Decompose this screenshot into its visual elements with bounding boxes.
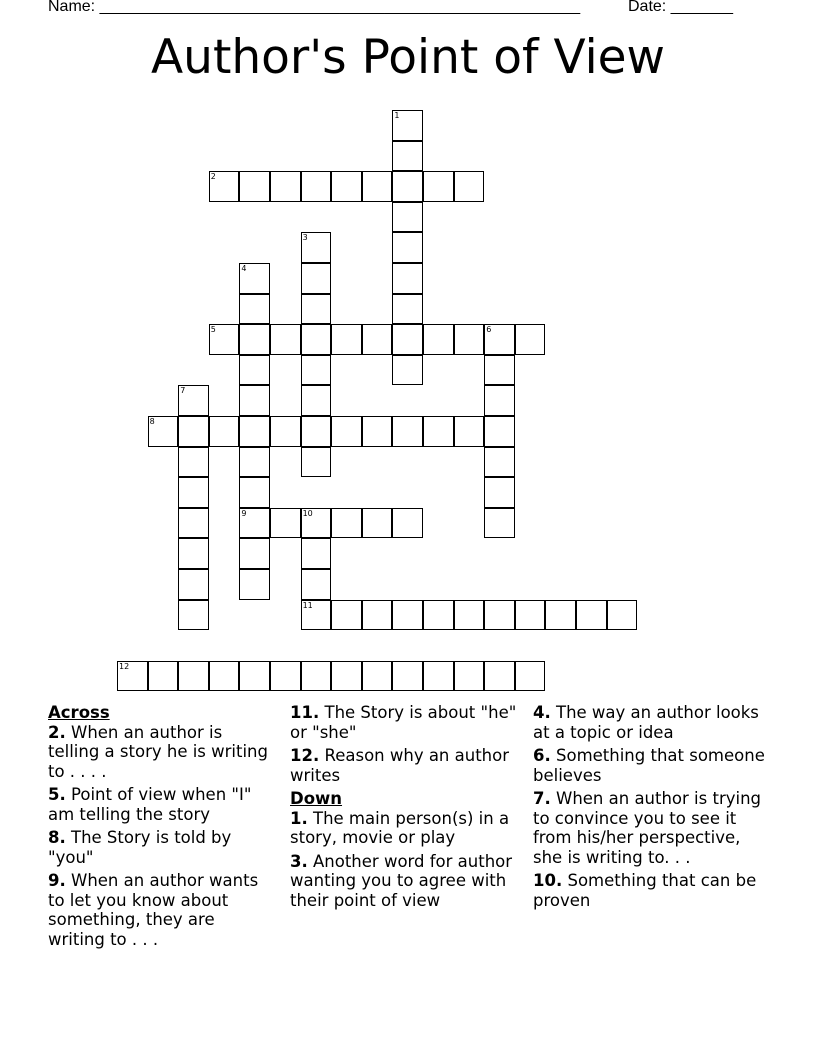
grid-cell[interactable] (301, 355, 332, 386)
clue-text: When an author wants to let you know about something, they are writing to . . . (48, 871, 259, 949)
grid-cell[interactable] (209, 171, 240, 202)
grid-cell[interactable] (239, 294, 270, 325)
grid-cell[interactable] (423, 171, 454, 202)
grid-cell[interactable] (392, 171, 423, 202)
cell-number: 11 (302, 600, 313, 610)
grid-cell[interactable] (362, 661, 393, 692)
clue-down-7 (533, 789, 773, 867)
grid-cell[interactable] (454, 600, 485, 631)
grid-cell[interactable] (423, 416, 454, 447)
grid-cell[interactable] (239, 447, 270, 478)
clue-text: Something that can be proven (533, 871, 757, 910)
grid-cell[interactable] (301, 447, 332, 478)
clue-text: The way an author looks at a topic or idea (533, 703, 759, 742)
grid-cell[interactable] (484, 355, 515, 386)
grid-cell[interactable] (392, 600, 423, 631)
cell-number: 5 (210, 325, 216, 335)
grid-cell[interactable] (454, 416, 485, 447)
grid-cell[interactable] (148, 661, 179, 692)
grid-cell[interactable] (454, 324, 485, 355)
grid-cell[interactable] (270, 416, 301, 447)
grid-cell[interactable] (239, 171, 270, 202)
grid-cell[interactable] (331, 416, 362, 447)
clue-number: 5. (48, 785, 66, 804)
grid-cell[interactable] (178, 477, 209, 508)
grid-cell[interactable] (392, 202, 423, 233)
grid-cell[interactable] (209, 416, 240, 447)
cell-number: 12 (119, 661, 130, 671)
grid-cell[interactable] (392, 110, 423, 141)
cell-number: 9 (241, 508, 247, 518)
clue-number: 10. (533, 871, 563, 890)
grid-cell[interactable] (484, 508, 515, 539)
clue-text: When an author is telling a story he is writing to . . . . (48, 722, 268, 781)
grid-cell[interactable] (301, 661, 332, 692)
clue-number: 1. (290, 808, 308, 828)
grid-cell[interactable] (392, 263, 423, 294)
grid-cell[interactable] (301, 416, 332, 447)
grid-cell[interactable] (331, 324, 362, 355)
clue-text: Something that someone believes (533, 746, 765, 785)
clue-text: Another word for author wanting you to agree with their point of view (290, 851, 513, 910)
grid-cell[interactable] (178, 385, 209, 416)
clue-column-3 (533, 703, 773, 914)
grid-cell[interactable] (239, 569, 270, 600)
clue-down-3 (290, 852, 520, 911)
clue-number: 4. (533, 703, 551, 722)
grid-cell[interactable] (331, 171, 362, 202)
grid-cell[interactable] (515, 600, 546, 631)
grid-cell[interactable] (178, 600, 209, 631)
grid-cell[interactable] (392, 661, 423, 692)
grid-cell[interactable] (270, 324, 301, 355)
grid-cell[interactable] (301, 600, 332, 631)
clue-across-9 (48, 871, 268, 949)
grid-cell[interactable] (301, 263, 332, 294)
grid-cell[interactable] (178, 508, 209, 539)
cell-number: 6 (486, 325, 492, 335)
grid-cell[interactable] (239, 508, 270, 539)
grid-cell[interactable] (178, 416, 209, 447)
grid-cell[interactable] (484, 477, 515, 508)
cell-number: 3 (302, 233, 308, 243)
clue-down-4 (533, 703, 773, 742)
grid-cell[interactable] (331, 600, 362, 631)
grid-cell[interactable] (454, 661, 485, 692)
grid-cell[interactable] (362, 600, 393, 631)
grid-cell[interactable] (117, 661, 148, 692)
clue-column-2 (290, 703, 520, 914)
grid-cell[interactable] (484, 324, 515, 355)
clue-across-11 (290, 703, 520, 742)
grid-cell[interactable] (178, 661, 209, 692)
cell-number: 7 (180, 386, 186, 396)
grid-cell[interactable] (484, 600, 515, 631)
grid-cell[interactable] (178, 569, 209, 600)
clue-across-2 (48, 723, 268, 782)
grid-cell[interactable] (484, 661, 515, 692)
grid-cell[interactable] (239, 324, 270, 355)
grid-cell[interactable] (545, 600, 576, 631)
grid-cell[interactable] (515, 661, 546, 692)
grid-cell[interactable] (392, 416, 423, 447)
grid-cell[interactable] (301, 569, 332, 600)
clue-across-8 (48, 828, 268, 867)
grid-cell[interactable] (301, 324, 332, 355)
grid-cell[interactable] (392, 141, 423, 172)
clue-text: The Story is told by "you" (48, 828, 232, 867)
grid-cell[interactable] (607, 600, 638, 631)
grid-cell[interactable] (392, 508, 423, 539)
cell-number: 10 (302, 508, 313, 518)
grid-cell[interactable] (392, 294, 423, 325)
clue-number: 2. (48, 722, 66, 742)
grid-cell[interactable] (270, 508, 301, 539)
grid-cell[interactable] (301, 385, 332, 416)
grid-cell[interactable] (423, 324, 454, 355)
grid-cell[interactable] (301, 508, 332, 539)
clue-number: 6. (533, 746, 551, 765)
grid-cell[interactable] (239, 385, 270, 416)
clue-column-1 (48, 703, 268, 953)
grid-cell[interactable] (362, 508, 393, 539)
clue-number: 11. (290, 703, 320, 722)
grid-cell[interactable] (270, 661, 301, 692)
grid-cell[interactable] (423, 661, 454, 692)
clue-number: 3. (290, 851, 308, 871)
clue-down-6 (533, 746, 773, 785)
grid-cell[interactable] (576, 600, 607, 631)
grid-cell[interactable] (148, 416, 179, 447)
across-heading: Across (48, 703, 110, 722)
clue-down-10 (533, 871, 773, 910)
cell-number: 4 (241, 264, 247, 273)
grid-cell[interactable] (423, 600, 454, 631)
grid-cell[interactable] (239, 477, 270, 508)
grid-cell[interactable] (484, 416, 515, 447)
grid-cell[interactable] (239, 538, 270, 569)
grid-cell[interactable] (331, 661, 362, 692)
grid-cell[interactable] (484, 385, 515, 416)
cell-number: 8 (149, 417, 155, 426)
clue-text: Point of view when "I" am telling the story (48, 785, 252, 824)
grid-cell[interactable] (178, 447, 209, 478)
name-field-label: Name: ______________________________________________________ (48, 0, 581, 15)
grid-cell[interactable] (270, 171, 301, 202)
grid-cell[interactable] (301, 294, 332, 325)
grid-cell[interactable] (392, 324, 423, 355)
grid-cell[interactable] (454, 171, 485, 202)
grid-cell[interactable] (239, 416, 270, 447)
clue-number: 12. (290, 746, 320, 765)
grid-cell[interactable] (301, 538, 332, 569)
grid-cell[interactable] (392, 355, 423, 386)
clue-down-1 (290, 809, 520, 848)
clue-text: The main person(s) in a story, movie or play (290, 808, 510, 847)
grid-cell[interactable] (209, 661, 240, 692)
clue-across-5 (48, 785, 268, 824)
grid-cell[interactable] (484, 447, 515, 478)
grid-cell[interactable] (301, 171, 332, 202)
grid-cell[interactable] (239, 661, 270, 692)
grid-cell[interactable] (362, 416, 393, 447)
clue-number: 7. (533, 789, 551, 808)
grid-cell[interactable] (178, 538, 209, 569)
clue-across-12 (290, 746, 520, 785)
date-field-label: Date: _______ (628, 0, 733, 15)
grid-cell[interactable] (362, 324, 393, 355)
grid-cell[interactable] (239, 263, 270, 294)
grid-cell[interactable] (209, 324, 240, 355)
page-title: Author's Point of View (151, 30, 665, 85)
cell-number: 2 (210, 172, 216, 182)
clue-text: Reason why an author writes (290, 746, 510, 785)
grid-cell[interactable] (515, 324, 546, 355)
grid-cell[interactable] (362, 171, 393, 202)
clue-number: 8. (48, 828, 66, 847)
clue-number: 9. (48, 871, 66, 890)
grid-cell[interactable] (301, 232, 332, 263)
grid-cell[interactable] (239, 355, 270, 386)
grid-cell[interactable] (392, 232, 423, 263)
down-heading: Down (290, 789, 343, 808)
cell-number: 1 (394, 111, 400, 120)
clue-text: When an author is trying to convince you to see it from his/her perspective, she is writing to. . . (533, 789, 762, 867)
clue-text: The Story is about "he" or "she" (290, 703, 517, 742)
grid-cell[interactable] (331, 508, 362, 539)
